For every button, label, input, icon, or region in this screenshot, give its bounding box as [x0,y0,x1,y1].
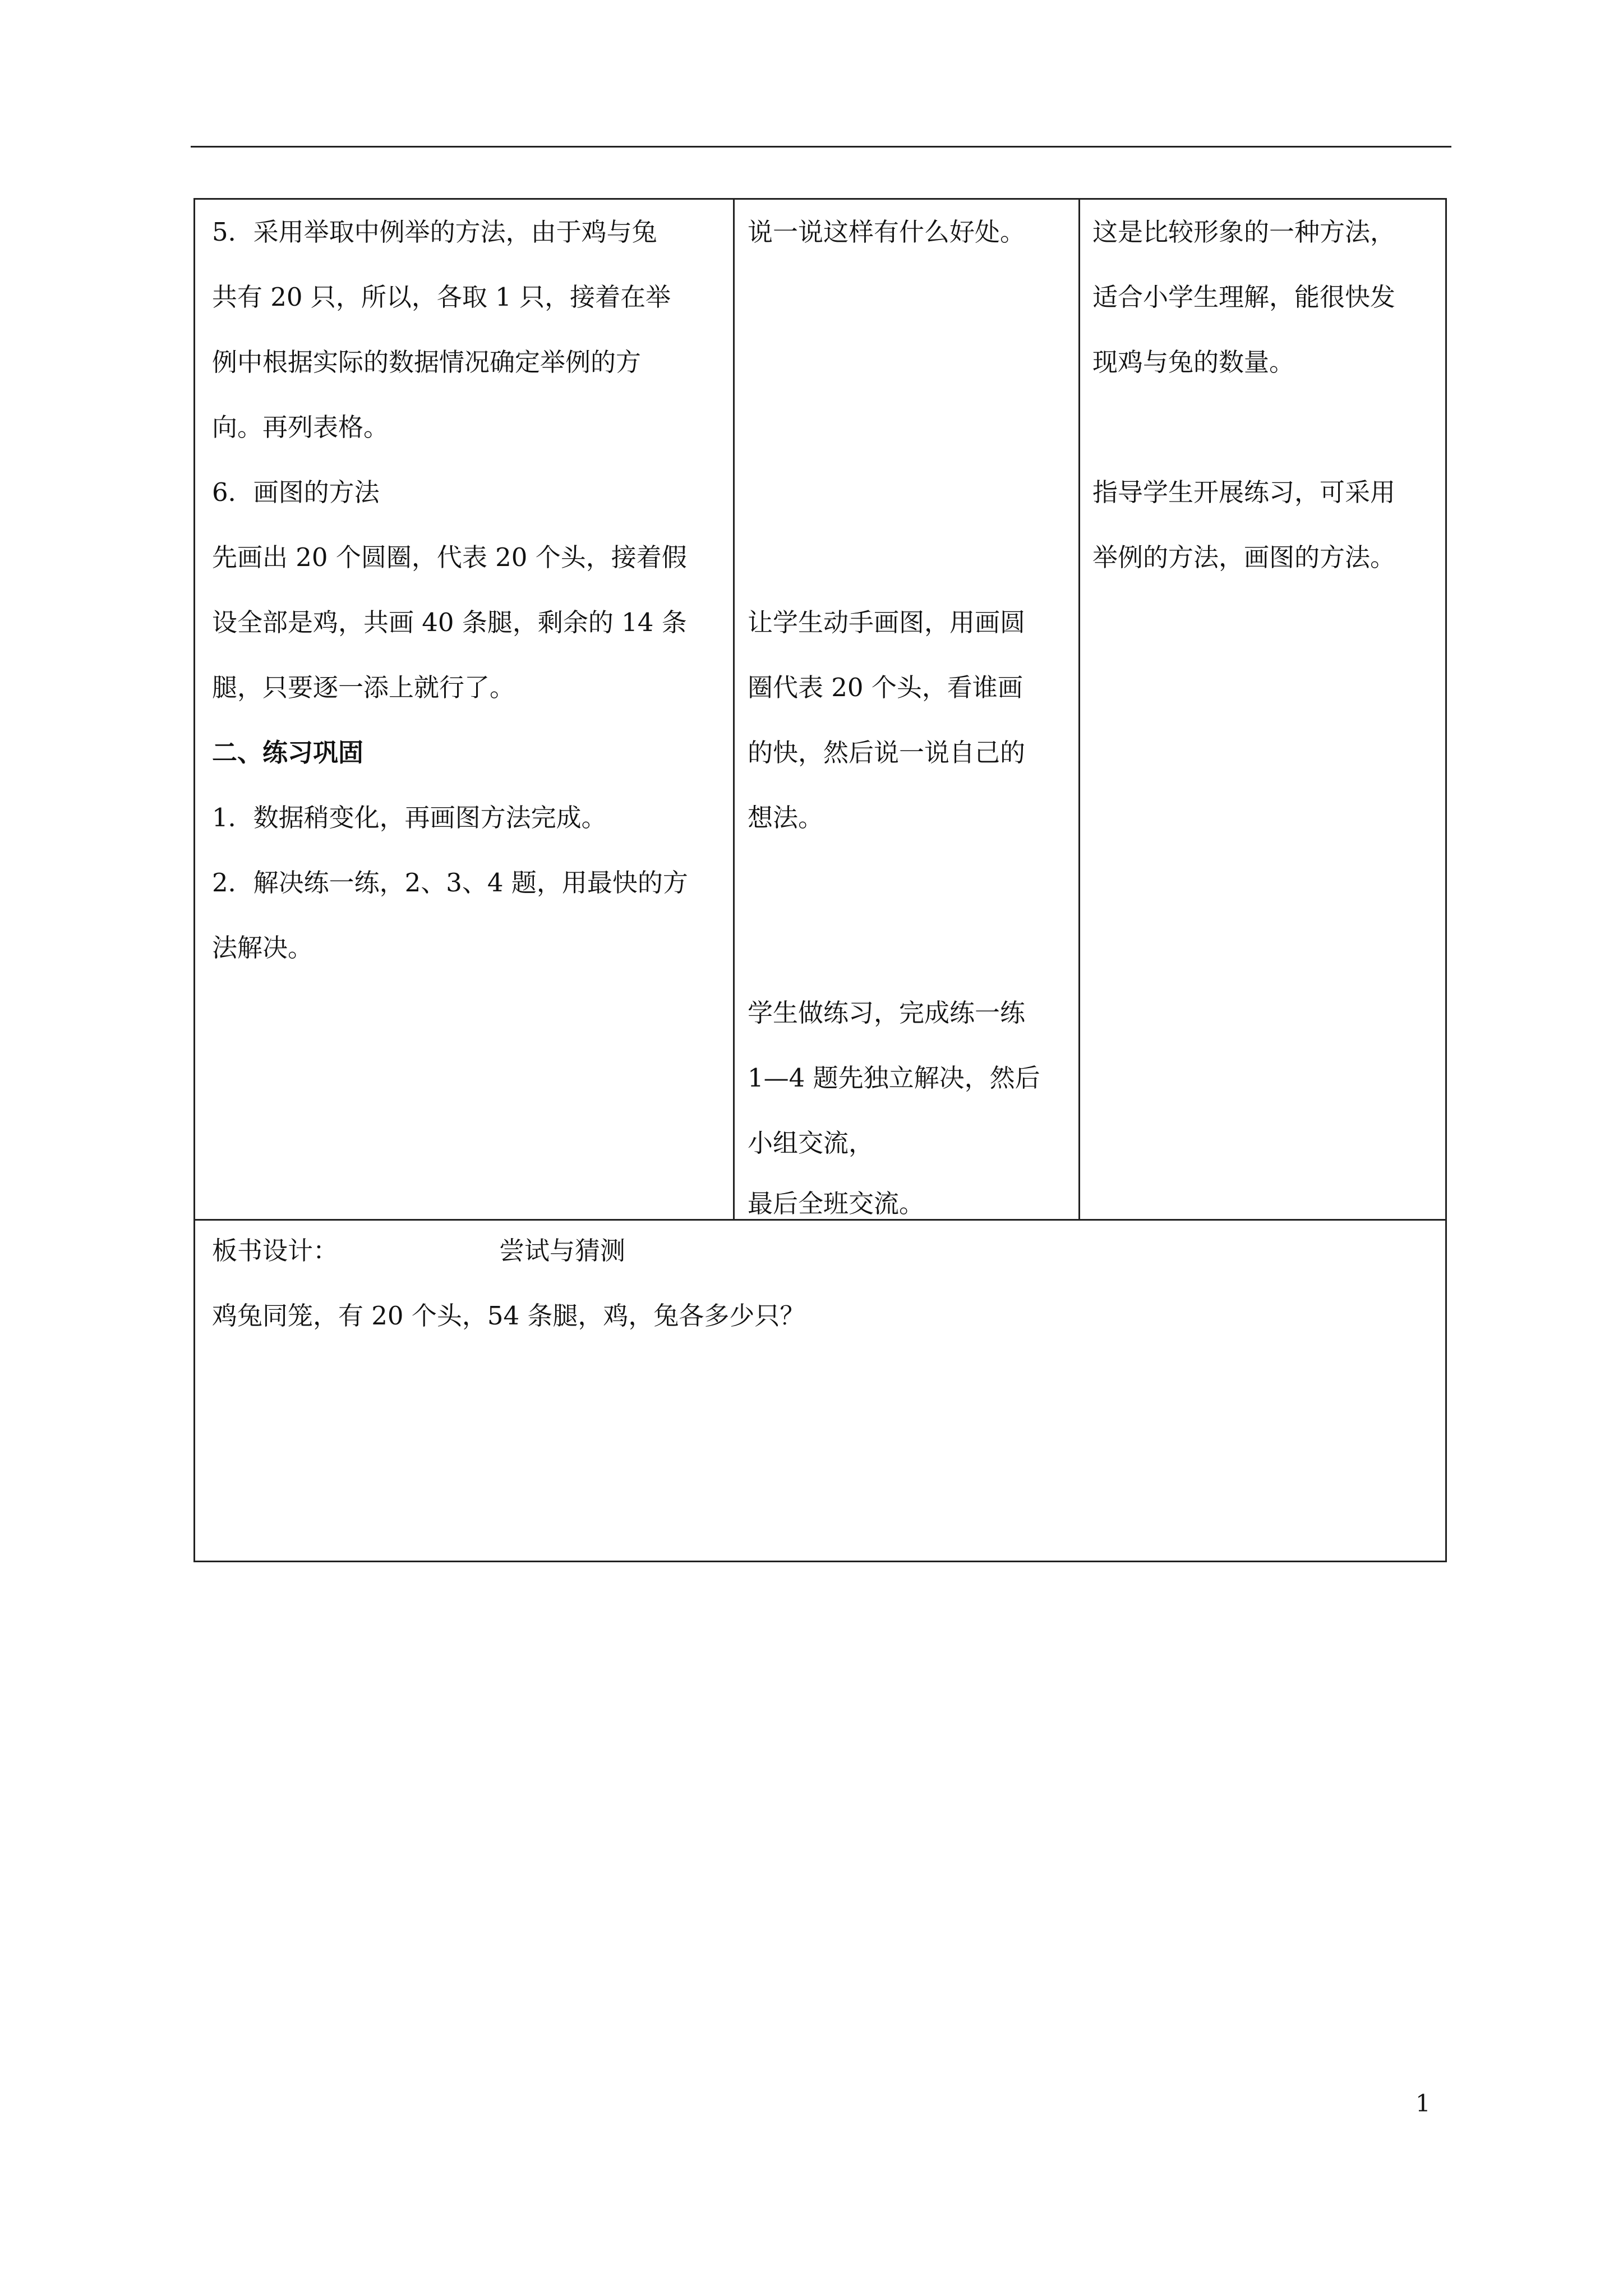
process-line: 腿，只要逐一添上就行了。 [212,673,515,702]
activity-line [748,460,1073,525]
activity-line: 学生做练习，完成练一练 [748,998,1026,1028]
board-design-label: 板书设计： [212,1236,339,1266]
intent-line: 指导学生开展练习，可采用 [1092,477,1396,507]
lesson-table [193,198,1447,1562]
process-line: 设全部是鸡，共画 40 条腿，剩余的 14 条 [212,608,687,637]
board-design [212,1218,1418,1349]
activity-line [748,850,1073,915]
activity-line [748,330,1073,395]
process-line: 6．画图的方法 [212,477,380,507]
intent-line: 现鸡与兔的数量。 [1092,347,1295,377]
process-line: 2．解决练一练，2、3、4 题，用最快的方 [212,868,688,898]
activity-line [748,395,1073,460]
column-divider-2 [1078,200,1080,1221]
process-line: 5．采用举取中例举的方法，由于鸡与兔 [212,217,657,247]
activity-line: 最后全班交流。 [748,1189,925,1218]
intent-line: 这是比较形象的一种方法， [1092,217,1396,247]
activity-line: 的快，然后说一说自己的 [748,738,1026,767]
activity-line [748,525,1073,590]
column-divider-1 [733,200,735,1221]
design-intent-column [1092,200,1440,590]
activity-line: 说一说这样有什么好处。 [748,217,1026,247]
process-line: 先画出 20 个圆圈，代表 20 个头，接着假 [212,542,687,572]
page-number: 1 [1415,2090,1431,2117]
activity-line [748,915,1073,981]
activity-line: 小组交流， [748,1128,874,1158]
process-line: 向。再列表格。 [212,412,389,442]
intent-line: 适合小学生理解，能很快发 [1092,282,1396,312]
intent-line: 举例的方法，画图的方法。 [1092,542,1396,572]
activity-line [748,265,1073,330]
board-design-question: 鸡兔同笼，有 20 个头，54 条腿，鸡，兔各多少只？ [212,1301,805,1331]
activity-line: 想法。 [748,803,824,832]
board-design-title: 尝试与猜测 [499,1236,626,1266]
process-line: 例中根据实际的数据情况确定举例的方 [212,347,642,377]
intent-line [1092,395,1440,460]
process-line: 1．数据稍变化，再画图方法完成。 [212,803,607,832]
activity-line: 1—4 题先独立解决，然后 [748,1063,1040,1093]
activity-line: 让学生动手画图，用画圆 [748,608,1026,637]
process-line: 法解决。 [212,933,313,963]
teaching-process-column [212,200,728,981]
process-line: 共有 20 只，所以，各取 1 只，接着在举 [212,282,671,312]
student-activity-column [748,200,1073,1232]
header-rule [191,146,1451,148]
section-heading: 二、练习巩固 [212,738,364,767]
activity-line: 圈代表 20 个头，看谁画 [748,673,1023,702]
